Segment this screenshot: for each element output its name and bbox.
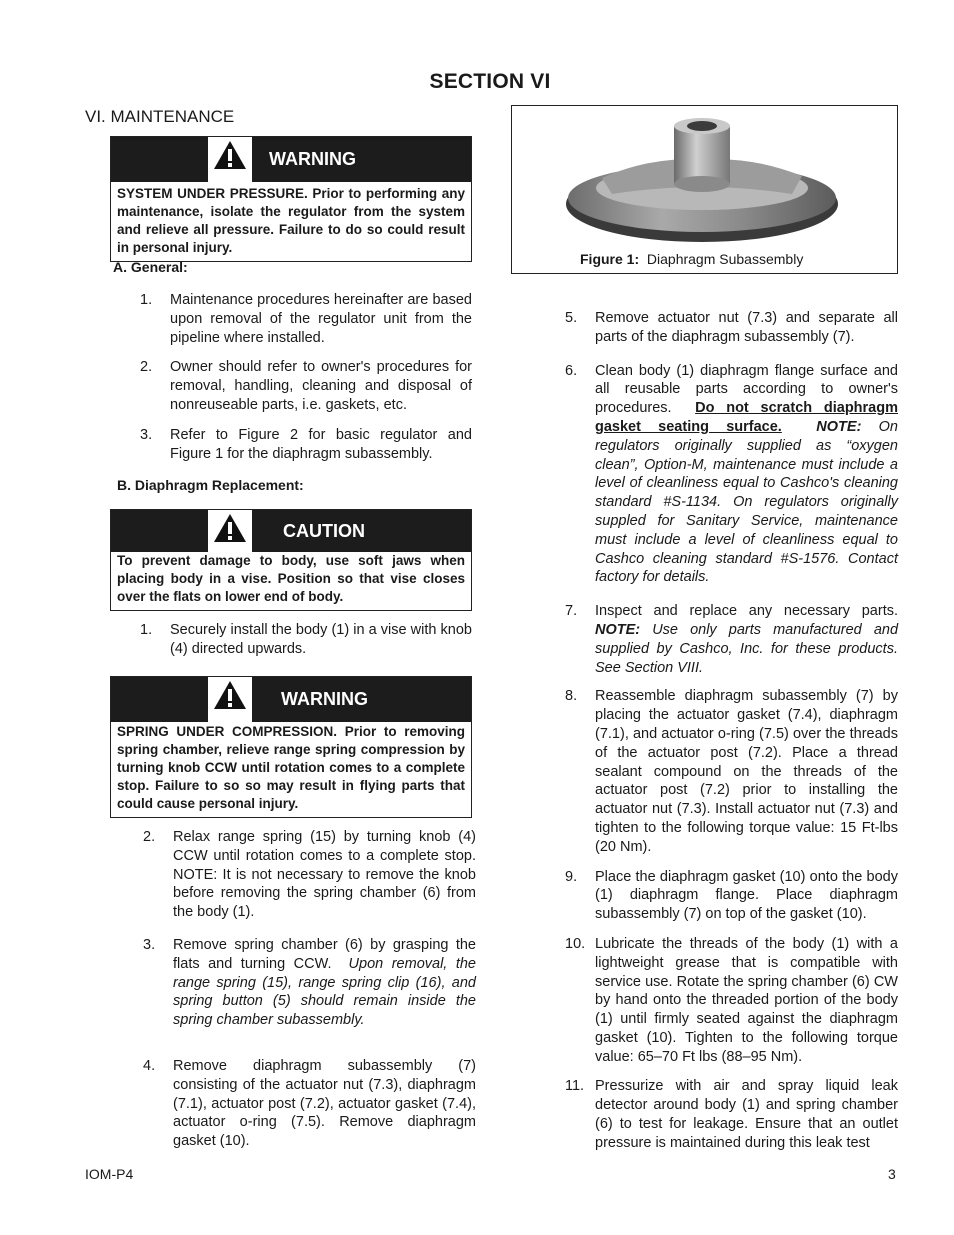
step-1 <box>140 621 472 659</box>
warning-triangle-icon <box>208 510 252 552</box>
item-number: 4. <box>143 1057 156 1074</box>
warning-box-pressure <box>110 136 472 262</box>
item-number: 1. <box>140 292 153 308</box>
list-item <box>565 687 898 856</box>
list-item <box>565 1077 898 1152</box>
item-number: 7. <box>565 603 578 620</box>
section-heading: VI. MAINTENANCE <box>85 107 235 126</box>
warning-label: WARNING <box>269 149 356 169</box>
list-item <box>140 291 472 347</box>
warning-text: SPRING UNDER COMPRESSION. Prior to removing spring chamber, relieve range spring compression by turning knob CCW until rotation comes to a complete stop. Failure to so so may result in flying parts that could cause personal injury. <box>117 724 465 811</box>
warning-text: SYSTEM UNDER PRESSURE. Prior to performing any maintenance, isolate the regulator from the system and relieve all pressure. Failure to do so could result in personal injury. <box>117 186 465 255</box>
figure-caption-text: Diaphragm Subassembly <box>646 251 804 267</box>
warning-triangle-icon <box>208 137 252 182</box>
caution-box <box>110 509 472 611</box>
list-item <box>565 309 898 347</box>
caution-label: CAUTION <box>283 521 365 541</box>
item-text: Reassemble diaphragm subassembly (7) by placing the actuator gasket (7.4), diaphragm (7.1), and actuator o-ring (7.5) over the threads of the actuator post (7.2). Place a thread sealant compound on the threads of the actuator post (7.2) prior to installing the actuator nut (7.3). Install actuator nut (7.3) and tighten to the following torque value: 15 Ft-lbs (20 Nm). <box>595 688 898 855</box>
item-text: Lubricate the threads of the body (1) with a lightweight grease that is compatible with service use. Rotate the spring chamber (6) CW by hand onto the threaded portion of the body (1) until firmly seated against the diaphragm gasket (10). Tighten to the following torque value: 65–70 Ft lbs (88–95 Nm). <box>595 935 898 1065</box>
note-label: NOTE: <box>816 418 862 435</box>
item-number: 2. <box>143 829 156 845</box>
item-italic-text: Use only parts manufactured and supplied by Cashco, Inc. for these products. See Section VIII. <box>595 621 899 676</box>
item-italic-text: On regulators originally supplied as “oxygen clean”, Option-M, maintenance must include a level of cleanliness equal to Cashco's cleaning standard #S-1134. On regulators originally suppled for Sanitary Service, maintenance must include a level of cleanliness equal to Cashco cleaning standard #S-1576. Contact factory for details. <box>595 418 898 586</box>
item-number: 11. <box>565 1078 585 1095</box>
list-item <box>565 935 898 1067</box>
warning-triangle-icon <box>208 677 252 722</box>
list-item <box>143 828 476 922</box>
general-heading: A. General: <box>113 259 188 275</box>
item-text: Relax range spring (15) by turning knob (4) CCW until rotation comes to a complete stop. NOTE: It is not necessary to remove the knob before removing the spring chamber (6) from the body (1). <box>173 829 476 921</box>
item-number: 5. <box>565 310 578 326</box>
item-emphasis: Do not scratch diaphragm gasket seating surface. <box>595 400 899 435</box>
warning-header <box>111 677 471 722</box>
caution-text: To prevent damage to body, use soft jaws when placing body in a vise. Position so that vise closes over the flats on lower end of body. <box>117 553 465 604</box>
item-number: 2. <box>140 359 153 376</box>
item-text: Clean body (1) diaphragm flange surface and all reusable parts according to owner's procedures. <box>595 362 898 417</box>
diaphragm-subassembly-image <box>562 112 842 250</box>
left-steps <box>143 828 476 1151</box>
footer-doc-id: IOM-P4 <box>85 1166 134 1182</box>
list-item <box>143 1057 476 1151</box>
general-list <box>140 291 472 463</box>
item-text: Owner should refer to owner's procedures for removal, handling, cleaning and disposal of nonreuseable parts, i.e. gaskets, etc. <box>170 359 472 413</box>
page-number: 3 <box>888 1166 896 1182</box>
warning-header <box>111 137 471 182</box>
note-label: NOTE: <box>595 621 641 638</box>
caution-header <box>111 510 471 552</box>
item-text: Maintenance procedures hereinafter are based upon removal of the regulator unit from the pipeline where installed. <box>170 292 472 346</box>
item-text: Place the diaphragm gasket (10) onto the body (1) diaphragm flange. Place diaphragm subassembly (7) on top of the gasket (10). <box>595 868 898 923</box>
item-text: Securely install the body (1) in a vise with knob (4) directed upwards. <box>170 622 472 657</box>
list-item <box>565 362 898 588</box>
item-number: 8. <box>565 688 578 705</box>
figure-label: Figure 1: <box>580 251 640 267</box>
list-item <box>565 602 898 677</box>
list-item <box>565 868 898 924</box>
right-steps <box>565 309 898 1153</box>
item-text: Inspect and replace any necessary parts. <box>595 603 898 620</box>
item-number: 3. <box>143 936 156 953</box>
item-number: 10. <box>565 935 586 952</box>
list-item <box>143 936 476 1030</box>
item-number: 6. <box>565 362 578 379</box>
item-text: Refer to Figure 2 for basic regulator and Figure 1 for the diaphragm subassembly. <box>170 426 472 462</box>
figure-caption <box>580 251 803 267</box>
diaphragm-heading: B. Diaphragm Replacement: <box>117 477 304 493</box>
item-text: Remove spring chamber (6) by grasping the flats and turning CCW. <box>173 936 476 972</box>
item-text: Remove actuator nut (7.3) and separate all parts of the diaphragm subassembly (7). <box>595 310 898 345</box>
item-number: 9. <box>565 868 578 885</box>
item-italic-text: Upon removal, the range spring (15), range spring clip (16), and spring button (5) should remain inside the spring chamber subassembly. <box>173 955 476 1029</box>
warning-label: WARNING <box>281 689 368 709</box>
item-number: 3. <box>140 426 153 443</box>
item-text: Pressurize with air and spray liquid leak detector around body (1) and spring chamber (6) to test for leakage. Ensure that an outlet pressure is maintained during this leak test <box>595 1078 898 1151</box>
item-number: 1. <box>140 622 153 638</box>
warning-box-spring <box>110 676 472 818</box>
list-item <box>140 426 472 464</box>
item-text: Remove diaphragm subassembly (7) consisting of the actuator nut (7.3), diaphragm (7.1), actuator post (7.2), actuator gasket (7.4), actuator o-ring (7.5). Remove diaphragm gasket (10). <box>173 1057 476 1150</box>
section-title: SECTION VI <box>429 70 551 93</box>
list-item <box>140 358 472 414</box>
list-item <box>140 621 472 659</box>
figure-1 <box>511 105 898 274</box>
